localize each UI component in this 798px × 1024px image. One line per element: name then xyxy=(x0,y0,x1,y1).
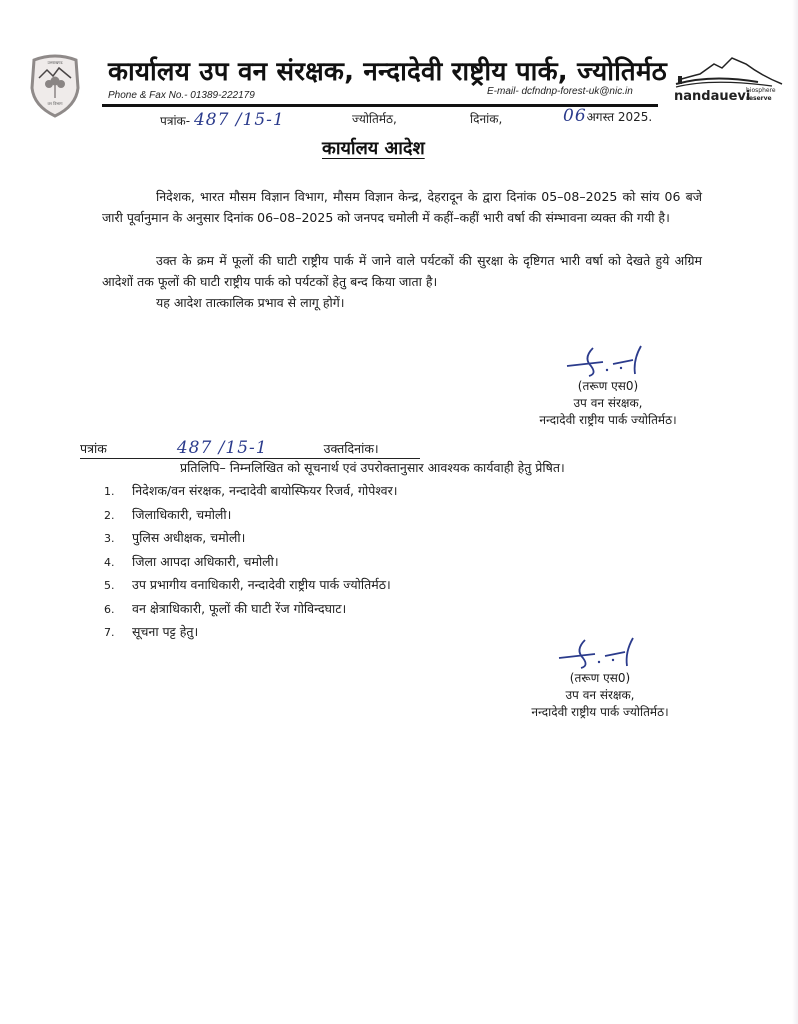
place: ज्योतिर्मठ, xyxy=(352,112,397,126)
recipient-list xyxy=(104,480,397,645)
list-item: 4. जिला आपदा अधिकारी, चमोली। xyxy=(104,553,279,569)
date xyxy=(563,106,652,126)
signatory-office: नन्दादेवी राष्ट्रीय पार्क ज्योतिर्मठ। xyxy=(531,705,669,719)
list-item: 2. जिलाधिकारी, चमोली। xyxy=(104,506,232,522)
reference-number-handwritten: 487 /15-1 xyxy=(193,110,285,130)
list-item: 3. पुलिस अधीक्षक, चमोली। xyxy=(104,530,246,545)
reference-label: पत्रांक- xyxy=(160,114,191,128)
signatory-name: (तरूण एस0) xyxy=(569,671,631,685)
svg-text:उत्तराखण्ड: उत्तराखण्ड xyxy=(47,60,63,65)
order-paragraph-1 xyxy=(102,186,702,228)
copy-reference-line xyxy=(80,438,420,459)
document-heading: कार्यालय आदेश xyxy=(322,138,425,159)
order-paragraph-2 xyxy=(102,250,702,292)
reference-number xyxy=(160,110,285,130)
list-item: 1. निदेशक/वन संरक्षक, नन्दादेवी बायोस्फियर रिजर्व, गोपेश्वर। xyxy=(104,483,398,498)
paragraph-text: यह आदेश तात्कालिक प्रभाव से लागू होगें। xyxy=(156,295,345,310)
page-edge-shadow xyxy=(792,0,798,1024)
list-item: 5. उप प्रभागीय वनाधिकारी, नन्दादेवी राष्ट्रीय पार्क ज्योतिर्मठ। xyxy=(104,577,391,592)
signatory-name: (तरूण एस0) xyxy=(577,379,639,393)
date-day-handwritten: 06 xyxy=(563,106,587,126)
date-month-year: अगस्त 2025. xyxy=(586,110,653,124)
svg-text:nandauevi: nandauevi xyxy=(674,89,751,104)
email-address: E-mail- dcfndnp-forest-uk@nic.in xyxy=(487,86,633,97)
copy-intro: प्रतिलिपि– निम्नलिखित को सूचनार्थ एवं उपरोक्तानुसार आवश्यक कार्यवाही हेतु प्रेषित। xyxy=(180,460,565,475)
signatory-designation: उप वन संरक्षक, xyxy=(573,396,643,410)
svg-text:वन विभाग: वन विभाग xyxy=(47,101,63,106)
paragraph-text: उक्त के क्रम में फूलों की घाटी राष्ट्रीय पार्क में जाने वाले पर्यटकों की सुरक्षा के दृष्टिगत भारी वर्षा को देखते हुये अग्रिम आदेशों तक फूलों की घाटी राष्ट्रीय पार्क को पर्यटकों हेतु बन्द किया जाता है। xyxy=(102,253,702,289)
signature-icon xyxy=(563,344,653,378)
signatory-office: नन्दादेवी राष्ट्रीय पार्क ज्योतिर्मठ। xyxy=(539,413,677,427)
date-label: दिनांक, xyxy=(470,112,503,126)
forest-department-emblem-icon xyxy=(28,52,82,118)
list-item: 6. वन क्षेत्राधिकारी, फूलों की घाटी रेंज गोविन्दघाट। xyxy=(104,600,347,616)
copy-reference-label: पत्रांक xyxy=(80,441,107,456)
paragraph-text: निदेशक, भारत मौसम विज्ञान विभाग, मौसम विज्ञान केन्द्र, देहरादून के द्वारा दिनांक 05–08–2025 को सांय 06 बजे जारी पूर्वानुमान के अनुसार दिनांक 06–08–2025 को जनपद चमोली में कहीं–कहीं भारी वर्षा की संम्भावना व्यक्त की गयी है। xyxy=(102,189,702,225)
nanda-devi-biosphere-logo-icon xyxy=(672,54,790,104)
copy-reference-number-handwritten: 487 /15-1 xyxy=(176,438,268,458)
signature-block-order xyxy=(508,344,708,429)
order-paragraph-3 xyxy=(102,292,702,313)
copy-reference-date: उक्तदिनांक। xyxy=(323,441,379,456)
office-title: कार्यालय उप वन संरक्षक, नन्दादेवी राष्ट्रीय पार्क, ज्योतिर्मठ xyxy=(108,57,667,87)
svg-text:reserve: reserve xyxy=(746,95,772,102)
signature-block-copy xyxy=(500,636,700,721)
signature-icon xyxy=(555,636,645,670)
svg-text:biosphere: biosphere xyxy=(746,87,776,94)
list-item: 7. सूचना पट्ट हेतु। xyxy=(104,624,199,639)
phone-fax-number: Phone & Fax No.- 01389-222179 xyxy=(108,90,255,101)
signatory-designation: उप वन संरक्षक, xyxy=(565,688,635,702)
